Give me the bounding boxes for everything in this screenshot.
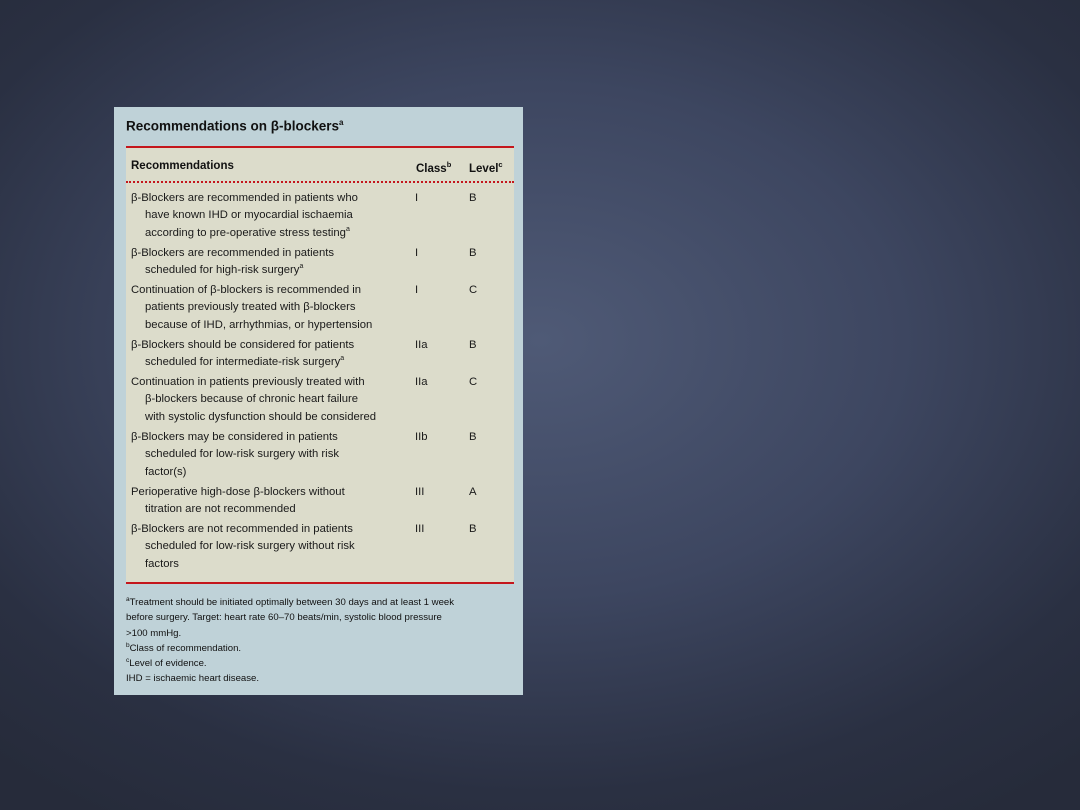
header-class-label: Class bbox=[416, 162, 447, 175]
card-title bbox=[126, 118, 344, 134]
recommendation-line-text: factors bbox=[145, 557, 179, 570]
recommendation-line-text: Continuation in patients previously treated with bbox=[131, 376, 365, 388]
recommendation-line-text: scheduled for intermediate-risk surgery bbox=[145, 356, 341, 369]
recommendation-line bbox=[126, 446, 401, 463]
recommendation-line bbox=[126, 299, 401, 316]
recommendation-line bbox=[126, 374, 401, 391]
recommendation-line bbox=[126, 521, 401, 538]
recommendation-line bbox=[126, 317, 401, 334]
footnotes bbox=[126, 595, 516, 687]
recommendation-line bbox=[126, 337, 401, 354]
recommendation-text bbox=[126, 245, 401, 280]
level-cell: B bbox=[469, 339, 477, 351]
footnote-line bbox=[126, 656, 516, 671]
table-row bbox=[126, 190, 514, 242]
recommendation-text bbox=[126, 374, 401, 426]
recommendation-line-text: β-Blockers are recommended in patients who bbox=[131, 192, 358, 204]
recommendation-line-text: Perioperative high-dose β-blockers without bbox=[131, 486, 345, 498]
footnote-line bbox=[126, 671, 516, 686]
class-cell: I bbox=[415, 247, 419, 259]
footnote-text: Level of evidence. bbox=[129, 658, 207, 670]
recommendation-line bbox=[126, 464, 401, 481]
recommendation-line bbox=[126, 262, 401, 279]
class-cell: I bbox=[415, 192, 419, 204]
recommendation-line-text: factor(s) bbox=[145, 465, 187, 478]
footnote-mark: c bbox=[126, 657, 130, 664]
footnote-text: IHD = ischaemic heart disease. bbox=[126, 673, 260, 685]
recommendation-line bbox=[126, 190, 401, 207]
recommendation-line bbox=[126, 391, 401, 408]
card-title-text: Recommendations on β-blockers bbox=[126, 118, 340, 134]
recommendation-line bbox=[126, 225, 401, 242]
class-cell: IIa bbox=[415, 339, 428, 351]
footnote-mark: a bbox=[340, 355, 345, 363]
table-row bbox=[126, 521, 514, 573]
recommendation-text bbox=[126, 429, 401, 481]
table-row bbox=[126, 282, 514, 334]
header-class bbox=[416, 160, 451, 175]
recommendation-line-text: titration are not recommended bbox=[145, 503, 296, 516]
class-cell: I bbox=[415, 284, 419, 296]
recommendation-line-text: β-Blockers should be considered for patients bbox=[131, 339, 355, 351]
recommendation-line bbox=[126, 501, 401, 518]
footnote-line bbox=[126, 595, 516, 610]
recommendation-line bbox=[126, 556, 401, 573]
table-header bbox=[126, 148, 514, 183]
recommendation-line bbox=[126, 409, 401, 426]
recommendation-line-text: scheduled for low-risk surgery with risk bbox=[145, 448, 339, 461]
level-cell: C bbox=[469, 284, 478, 296]
class-cell: III bbox=[415, 486, 425, 498]
recommendation-line-text: because of IHD, arrhythmias, or hypertension bbox=[145, 318, 373, 331]
recommendations-card bbox=[114, 107, 523, 695]
table-row bbox=[126, 484, 514, 519]
level-cell: C bbox=[469, 376, 478, 388]
recommendation-line-text: according to pre-operative stress testing bbox=[145, 226, 346, 239]
recommendation-line bbox=[126, 429, 401, 446]
recommendation-text bbox=[126, 337, 401, 372]
class-cell: IIa bbox=[415, 376, 428, 388]
recommendation-text bbox=[126, 521, 401, 573]
level-cell: A bbox=[469, 486, 477, 498]
recommendation-text bbox=[126, 484, 401, 519]
table-row bbox=[126, 337, 514, 372]
recommendation-text bbox=[126, 190, 401, 242]
footnote-text: >100 mmHg. bbox=[126, 627, 182, 639]
footnote-line bbox=[126, 641, 516, 656]
table-row bbox=[126, 374, 514, 426]
recommendation-line-text: patients previously treated with β-blockers bbox=[145, 301, 356, 314]
recommendation-line bbox=[126, 245, 401, 262]
footnote-mark: a bbox=[126, 595, 130, 603]
recommendation-line-text: β-blockers because of chronic heart failure bbox=[145, 393, 359, 406]
footnote-text: Class of recommendation. bbox=[129, 642, 242, 654]
footnote-mark: a bbox=[299, 263, 304, 271]
table-row bbox=[126, 245, 514, 280]
footnote-text: Treatment should be initiated optimally between 30 days and at least 1 week bbox=[129, 597, 455, 608]
level-cell: B bbox=[469, 192, 477, 204]
class-cell: III bbox=[415, 523, 425, 535]
recommendation-line-text: have known IHD or myocardial ischaemia bbox=[145, 209, 353, 222]
footnote-mark: a bbox=[345, 225, 350, 233]
level-cell: B bbox=[469, 247, 477, 259]
header-class-footnote-mark: b bbox=[446, 160, 452, 169]
header-recommendations: Recommendations bbox=[131, 160, 234, 172]
level-cell: B bbox=[469, 523, 477, 535]
recommendation-line-text: β-Blockers may be considered in patients bbox=[131, 431, 338, 443]
recommendation-line-text: with systolic dysfunction should be considered bbox=[145, 410, 377, 423]
recommendations-table bbox=[126, 146, 514, 584]
footnote-line bbox=[126, 626, 516, 641]
class-cell: IIb bbox=[415, 431, 428, 443]
recommendation-line-text: scheduled for low-risk surgery without risk bbox=[145, 540, 355, 553]
recommendation-line bbox=[126, 538, 401, 555]
recommendation-text bbox=[126, 282, 401, 334]
level-cell: B bbox=[469, 431, 477, 443]
footnote-line bbox=[126, 610, 516, 625]
header-level-footnote-mark: c bbox=[498, 160, 503, 169]
recommendation-line bbox=[126, 354, 401, 371]
card-title-footnote-mark: a bbox=[339, 118, 344, 127]
recommendation-line-text: β-Blockers are recommended in patients bbox=[131, 247, 335, 259]
header-level bbox=[469, 160, 503, 175]
recommendation-line-text: β-Blockers are not recommended in patients bbox=[131, 523, 353, 535]
recommendation-line bbox=[126, 282, 401, 299]
footnote-mark: b bbox=[126, 641, 130, 649]
recommendation-line bbox=[126, 207, 401, 224]
recommendation-line-text: scheduled for high-risk surgery bbox=[145, 264, 300, 277]
recommendation-line-text: Continuation of β-blockers is recommended in bbox=[131, 284, 362, 296]
header-level-label: Level bbox=[469, 162, 499, 175]
table-row bbox=[126, 429, 514, 481]
footnote-text: before surgery. Target: heart rate 60–70 beats/min, systolic blood pressure bbox=[126, 612, 442, 624]
recommendation-line bbox=[126, 484, 401, 501]
